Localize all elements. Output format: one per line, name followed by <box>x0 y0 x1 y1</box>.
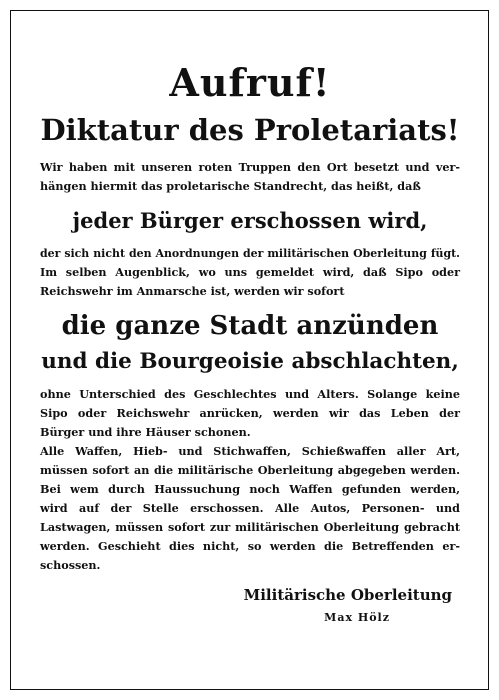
emphasis-line: die ganze Stadt anzünden <box>61 311 439 341</box>
signature: Militärische Oberleitung <box>243 586 452 604</box>
paragraph-2 <box>40 244 460 301</box>
emphasis-line: und die Bourgeoisie abschlachten, <box>41 349 459 374</box>
text-line: Bei wem durch Haussuchung noch Waffen gefunden werden, <box>40 482 460 496</box>
text-line: Lastwagen, müssen sofort zur militärischen Oberleitung gebracht <box>40 520 460 534</box>
paragraph-1 <box>40 158 460 196</box>
text-line: werden. Geschieht dies nicht, so werden die Betreffenden er- <box>40 539 460 553</box>
text-line: Bürger und ihre Häuser schonen. <box>40 425 251 439</box>
poster-title: Aufruf! <box>169 60 331 105</box>
text-line: Alle Waffen, Hieb- und Stichwaffen, Schießwaffen aller Art, <box>40 444 460 458</box>
text-line: der sich nicht den Anordnungen der militärischen Oberleitung fügt. <box>40 247 460 260</box>
text-line: Reichswehr im Anmarsche ist, werden wir sofort <box>40 284 345 298</box>
text-line: schossen. <box>40 558 101 572</box>
text-line: müssen sofort an die militärische Oberleitung abgegeben werden. <box>40 463 460 477</box>
text-line: Wir haben mit unseren roten Truppen den Ort besetzt und ver- <box>40 160 460 174</box>
signatory-name: Max Hölz <box>324 611 390 624</box>
text-line: Im selben Augenblick, wo uns gemeldet wird, daß Sipo oder <box>40 265 460 279</box>
text-line: ohne Unterschied des Geschlechtes und Alters. Solange keine <box>40 387 460 401</box>
text-line: hängen hiermit das proletarische Standrecht, das heißt, daß <box>40 179 421 193</box>
emphasis-block <box>40 309 460 379</box>
emphasis-line: jeder Bürger erschossen wird, <box>72 208 428 233</box>
text-line: Sipo oder Reichswehr anrücken, werden wir das Leben der <box>40 406 460 420</box>
text-line: wird auf der Stelle erschossen. Alle Autos, Personen- und <box>40 501 460 515</box>
paragraph-3 <box>40 385 460 575</box>
poster-subtitle: Diktatur des Proletariats! <box>40 113 460 147</box>
poster-content <box>40 40 460 627</box>
